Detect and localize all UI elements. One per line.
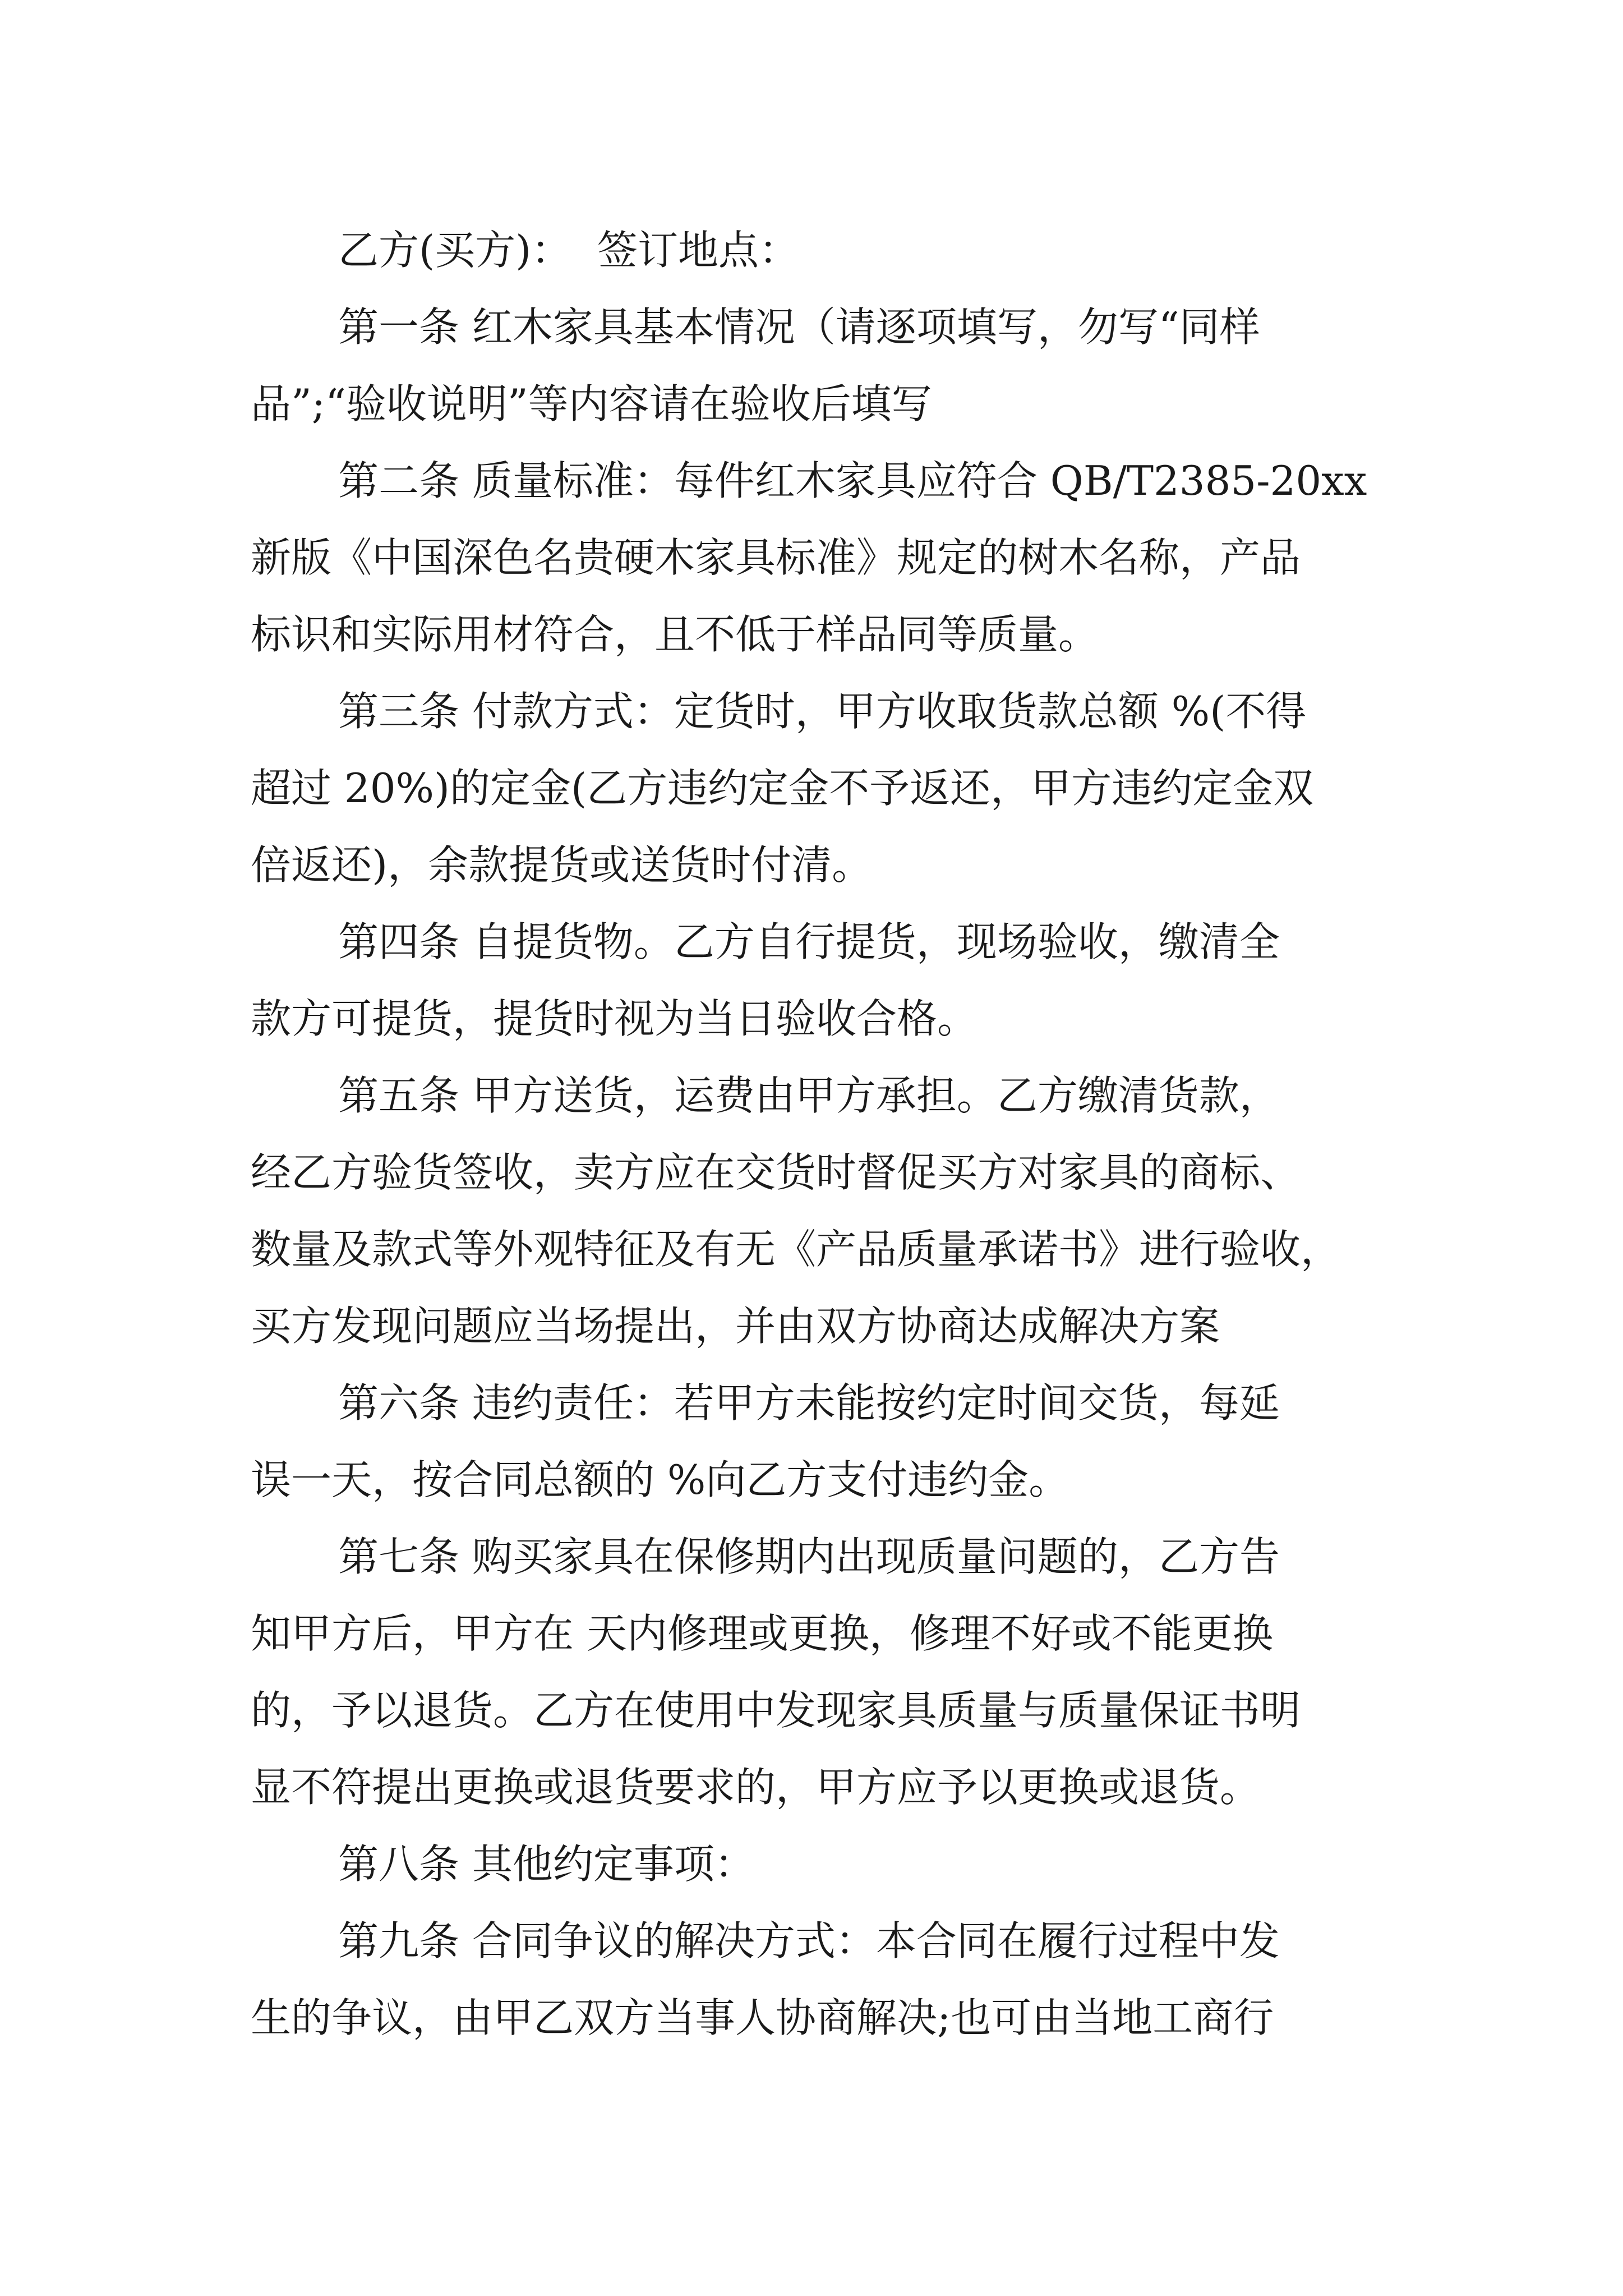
text-line: 数量及款式等外观特征及有无《产品质量承诺书》进行验收， [251, 1226, 1341, 1273]
text-line: 超过 20%)的定金(乙方违约定金不予返还，甲方违约定金双 [251, 765, 1314, 812]
contract-body [251, 212, 1378, 2056]
text-line: 第七条 购买家具在保修期内出现质量问题的，乙方告 [338, 1533, 1280, 1580]
article-3 [251, 673, 1378, 904]
party-b-line [251, 212, 1378, 289]
text-line: 标识和实际用材符合，且不低于样品同等质量。 [251, 611, 1099, 658]
text-line: 第二条 质量标准：每件红木家具应符合 QB/T2385-20xx [338, 457, 1367, 504]
article-1 [251, 289, 1378, 443]
article-9 [251, 1903, 1378, 2056]
text-line: 倍返还)，余款提货或送货时付清。 [251, 841, 873, 889]
text-line: 款方可提货，提货时视为当日验收合格。 [251, 995, 978, 1042]
text-line: 第五条 甲方送货，运费由甲方承担。乙方缴清货款， [338, 1072, 1280, 1119]
text-line: 第九条 合同争议的解决方式：本合同在履行过程中发 [338, 1917, 1280, 1964]
text-line: 第四条 自提货物。乙方自行提货，现场验收，缴清全 [338, 918, 1280, 965]
text-line: 乙方(买方)： 签订地点： [338, 227, 799, 274]
text-line: 第三条 付款方式：定货时，甲方收取货款总额 %(不得 [338, 688, 1307, 735]
article-7 [251, 1519, 1378, 1826]
text-line: 第六条 违约责任：若甲方未能按约定时间交货，每延 [338, 1379, 1280, 1427]
article-2 [251, 443, 1378, 673]
text-line: 经乙方验货签收，卖方应在交货时督促买方对家具的商标、 [251, 1149, 1301, 1196]
text-line: 显不符提出更换或退货要求的，甲方应予以更换或退货。 [251, 1764, 1261, 1811]
text-line: 第八条 其他约定事项： [338, 1841, 755, 1888]
text-line: 生的争议，由甲乙双方当事人协商解决;也可由当地工商行 [251, 1994, 1274, 2041]
article-4 [251, 904, 1378, 1057]
text-line: 的，予以退货。乙方在使用中发现家具质量与质量保证书明 [251, 1687, 1301, 1734]
article-8 [251, 1826, 1378, 1903]
text-line: 知甲方后，甲方在 天内修理或更换，修理不好或不能更换 [251, 1610, 1273, 1657]
text-line: 误一天，按合同总额的 %向乙方支付违约金。 [251, 1456, 1069, 1503]
text-line: 品”;“验收说明”等内容请在验收后填写 [251, 380, 932, 427]
article-6 [251, 1365, 1378, 1519]
article-5 [251, 1057, 1378, 1365]
text-line: 新版《中国深色名贵硬木家具标准》规定的树木名称，产品 [251, 534, 1301, 581]
text-line: 买方发现问题应当场提出，并由双方协商达成解决方案 [251, 1303, 1220, 1350]
text-line: 第一条 红木家具基本情况（请逐项填写，勿写“同样 [338, 303, 1260, 351]
